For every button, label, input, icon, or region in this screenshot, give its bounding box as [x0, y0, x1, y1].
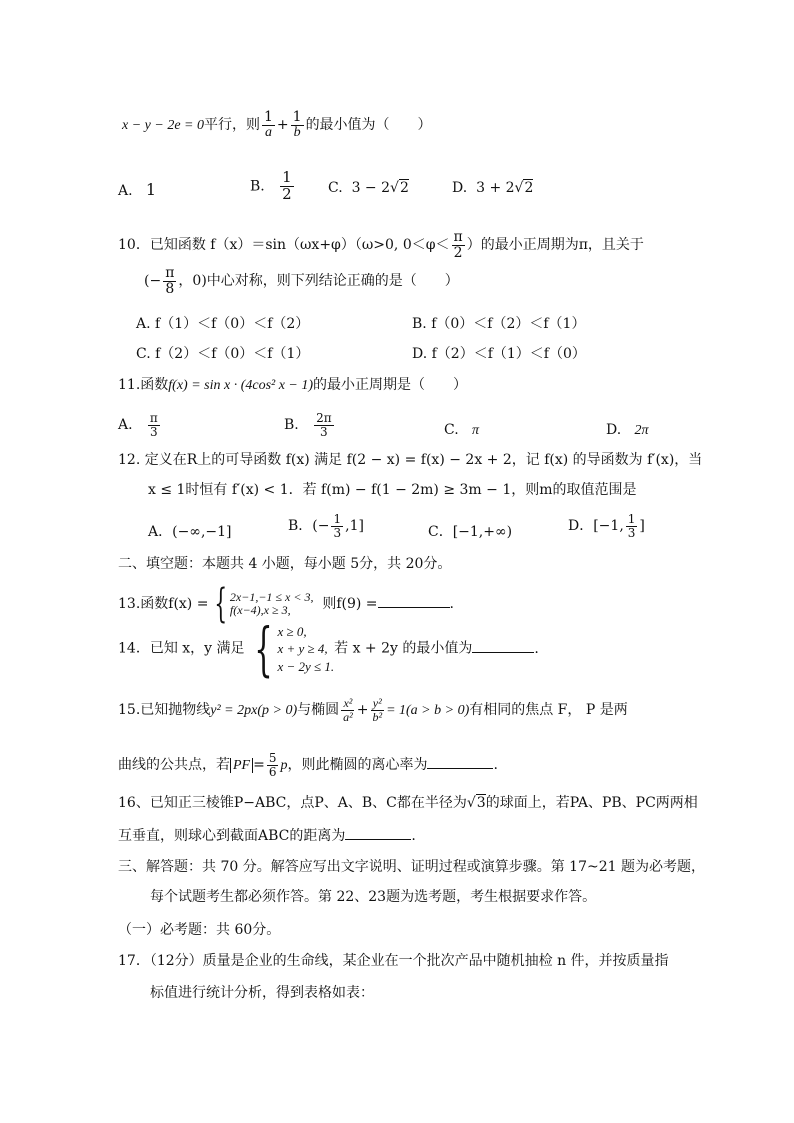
- q12-line-1: 12. 定义在R上的可导函数 f(x) 满足 f(2 − x) = f(x) − 2x + 2，记 f(x) 的导函数为 f′(x)，当: [118, 452, 703, 468]
- q11-stem: 11.函数f(x) = sin x · (4cos² x − 1)的最小正周期是（ ）: [118, 377, 468, 393]
- q16-line-1: 16、已知正三棱锥P−ABC，点P、A、B、C都在半径为√3的球面上，若PA、PB、PC两两相: [118, 795, 698, 811]
- q12-option-b: B．(− $\frac{1}{3}$ ,1]: [288, 512, 364, 540]
- q15-ellipse-term-y: $\frac{\text{y²}}{\text{b²}}$: [372, 696, 383, 724]
- q15-line-1: 15.已知抛物线y² = 2px(p > 0)与椭圆 $\frac{\text{x²}}{\text{a²}}$ + $\frac{\text{y²}}{\text{b²}}$ = 1(a > b > 0)有相同的焦点 F， P 是两: [118, 696, 628, 724]
- q14-cases: x ≥ 0, x + y ≥ 4, x − 2y ≤ 1.: [277, 623, 335, 674]
- q13-cases: 2x−1,−1 ≤ x < 3, f(x−4),x ≥ 3,: [229, 589, 314, 617]
- q15-parabola: y² = 2px(p > 0): [210, 703, 298, 719]
- q16-sqrt: 3: [476, 795, 486, 811]
- q9-option-c: C. 3 − 2√2: [328, 180, 409, 196]
- q10-line-1: 10．已知函数 f（x）＝sin（ωx+φ）（ω>0, 0＜φ＜ $\frac{\pi}{2}$ ）的最小正周期为π，且关于: [118, 229, 644, 261]
- q11-option-b: B. $\frac{2\pi}{3}$: [284, 411, 332, 439]
- q9-fraction-1-over-b: $\frac{1}{b}$: [292, 109, 302, 140]
- section-3-heading-line-2: 每个试题考生都必须作答。第 22、23题为选考题，考生根据要求作答。: [150, 889, 597, 905]
- q9-stem-expr: x − y − 2e = 0: [122, 118, 204, 134]
- q9-stem: [122, 110, 432, 140]
- q12-option-a: A．(−∞,−1]: [148, 524, 232, 540]
- q11-expr: f(x) = sin x · (4cos² x − 1): [168, 378, 314, 393]
- q9-tail: 的最小值为（ ）: [305, 117, 432, 134]
- q13-answer-blank[interactable]: [378, 595, 450, 608]
- q16-line-2: 互垂直，则球心到截面ABC的距离为 .: [118, 828, 416, 844]
- q10-pi-over-8: $\frac{\pi}{8}$: [165, 265, 175, 297]
- q15-answer-blank[interactable]: [427, 756, 493, 769]
- q14-brace: {: [253, 615, 273, 683]
- q11-option-a: A. $\frac{\pi}{3}$: [118, 411, 158, 439]
- q16-answer-blank[interactable]: [345, 827, 411, 840]
- q10-pi-over-2: $\frac{\pi}{2}$: [453, 229, 463, 261]
- q15-pf-abs: PF: [230, 758, 253, 773]
- section-3-heading-line-1: 三、解答题：共 70 分。解答应写出文字说明、证明过程或演算步骤。第 17~21 题为必考题，: [118, 859, 705, 875]
- q12-option-c: C．[−1,+∞): [428, 524, 513, 540]
- q9-option-b: B. $\frac{1}{2}$: [250, 168, 292, 203]
- q10-option-b: B. f（0）＜f（2）＜f（1）: [412, 316, 586, 332]
- q9-plus: +: [276, 117, 289, 134]
- q14-stem: 14．已知 x，y 满足 { x ≥ 0, x + y ≥ 4, x − 2y ≤ 1. 若 x + 2y 的最小值为 .: [118, 615, 539, 683]
- q10-option-c: C. f（2）＜f（0）＜f（1）: [136, 346, 310, 362]
- section-2-heading: 二、填空题：本题共 4 小题，每小题 5分，共 20分。: [118, 556, 452, 572]
- q14-answer-blank[interactable]: [472, 640, 534, 653]
- q17-line-1: 17．（12分）质量是企业的生命线，某企业在一个批次产品中随机抽检 n 件，并按质量指: [118, 953, 669, 969]
- q10-option-d: D. f（2）＜f（1）＜f（0）: [412, 346, 586, 362]
- q9-fraction-1-over-a: $\frac{1}{a}$: [263, 109, 273, 140]
- section-3-subheading: （一）必考题：共 60分。: [118, 922, 281, 938]
- q13-stem: 13.函数f(x) = { 2x−1,−1 ≤ x < 3, f(x−4),x ≥ 3, 则f(9) = .: [118, 581, 454, 627]
- q11-option-c: C. π: [444, 422, 480, 438]
- q15-ellipse-term-x: $\frac{\text{x²}}{\text{a²}}$: [343, 696, 353, 724]
- q11-option-d: D. 2π: [606, 422, 649, 438]
- q17-line-2: 标值进行统计分析，得到表格如表：: [150, 985, 374, 1001]
- q12-line-2: x ≤ 1时恒有 f′(x) < 1．若 f(m) − f(1 − 2m) ≥ 3m − 1，则m的取值范围是: [148, 482, 637, 498]
- q15-line-2: 曲线的公共点，若 PF = $\frac{5}{6}$ p，则此椭圆的离心率为 .: [118, 751, 498, 779]
- q9-option-d: D. 3 + 2√2: [452, 180, 534, 196]
- q9-option-a: A. 1: [118, 180, 157, 199]
- q10-line-2: (− $\frac{\pi}{8}$ ，0)中心对称，则下列结论正确的是（ ）: [144, 265, 459, 297]
- q10-option-a: A. f（1）＜f（0）＜f（2）: [136, 316, 310, 332]
- q13-brace: {: [214, 581, 228, 627]
- q12-option-d: D．[−1, $\frac{1}{3}$ ]: [568, 512, 645, 540]
- q9-stem-text: 平行，则: [203, 117, 260, 134]
